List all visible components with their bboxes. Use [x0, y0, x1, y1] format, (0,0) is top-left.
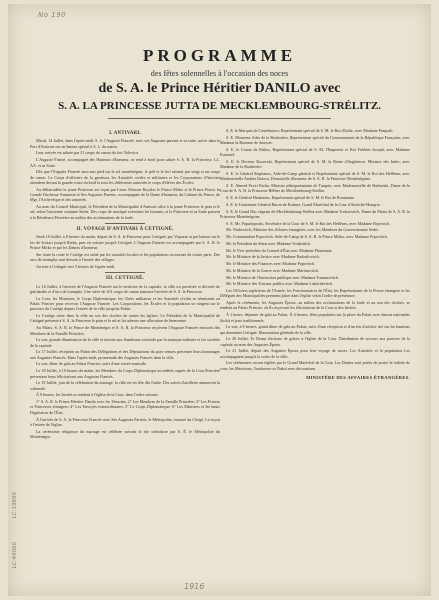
paragraph: S. E. le Lieutenant-Général Baron de Kulmer, Grand Maréchal de la Cour d'Autriche-Hongrie.	[226, 201, 381, 207]
section-heading-antivari: I. ANTIVARI.	[109, 131, 141, 136]
paragraph: Le 18 Juillet, à 10 heures du matin, les Membres du Corps Diplomatique accrédités auprès de la Cour Princière présentent leurs félicitations aux Augustes Fiancés.	[30, 368, 220, 379]
paragraph: Après la cérémonie, les Augustes Époux, au milieu des acclamations de la foule et au son des cloches, se rendent au Palais Princier, où Ils reçoivent les félicitations de la Cour et des Invités.	[220, 300, 410, 311]
paragraph: Mr. le Ministre de la Justice avec Madame Radoulovitch.	[226, 254, 320, 260]
headline-prince: de S. A. le Prince Héritier DANILO avec	[98, 81, 341, 96]
paragraph: S. E. le Marquis de Castelnuovo, Représentant spécial de S. M. le Roi d'Italie, avec Madame Pasquali.	[226, 128, 394, 133]
paragraph: Sur toute la route le Cortège est salué par les autorités locales et les populations accourues de toutes parts. Des arcs de triomphe sont dressés à l'entrée des villages.	[30, 251, 220, 263]
paragraph: Mr. Ninkovitch, Ministre des Affaires étrangères, avec les Membres du Gouvernement Serbe.	[226, 227, 380, 233]
paragraph: Mr. Commandant Popovitch, Aide-de-Camp de S. A. R. le Prince Mirko, avec Madame Popovitch.	[226, 234, 388, 240]
paragraph: La Cour, les Ministres, le Corps Diplomatique, les Chefs militaires et les Autorités civiles se réunissent au Palais Princier pour recevoir l'Auguste Fiancée. Les Corporations, les Écoles et la population se rangent sur le parcours du Cortège depuis l'entrée de la ville jusqu'au Palais.	[30, 295, 220, 312]
paragraph: Le 21 Juillet, départ des Augustes Époux pour leur voyage de noces. Les Autorités et la population Les accompagnent jusqu'à la sortie de la ville.	[220, 348, 410, 359]
section-heading-cettigne: III. CETTIGNÉ.	[106, 276, 144, 282]
paragraph: À l'arrivée de S. A. la Princesse Fiancée avec Ses Augustes Parents, le Métropolite, entouré du Clergé, La reçoit à l'entrée de l'église.	[30, 416, 220, 427]
paragraph: S. E. le Général Stephanos, Aide-de-Camp général et Représentant spécial de S. M. le Roi des Hellènes, avec Mademoiselle Andréa Daïova, Demoiselle d'honneur de S. A. R. la Princesse Monténégrine.	[220, 170, 410, 182]
section-heading-voyage: II. VOYAGE D'ANTIVARI À CETTIGNÉ.	[76, 227, 174, 233]
paragraph: S. E. le Docteur Kosovski, Représentant spécial de S. M. la Reine d'Angleterre, Ministre des Indes, avec Madame de la Boulinière.	[220, 158, 410, 170]
paragraph: Mardi, 14 Juillet, dans l'après midi, S. A. l'Auguste Fiancée, avec ses Augustes parents et sa suite, arrive dans le Port d'Antivari sur un bateau spécial à S. L. du matin.	[30, 138, 220, 149]
paragraph: Mr. le Ministre de la Guerre avec Madame Martinovitch.	[226, 267, 320, 273]
paragraph: Le 17 Juillet, réception au Palais des Délégations et des Députations du pays venues présenter leurs hommages aux Augustes Fiancés. Dans l'après-midi, promenade des Augustes Fiancés dans la ville.	[30, 349, 220, 360]
paragraph: Mr. le Président du Sénat avec Madame Voukotitch.	[226, 240, 312, 246]
paragraph: Le 19 Juillet, jour de la célébration du mariage, la ville est en fête dès l'aube. Des salves d'artillerie annoncent la solennité.	[30, 380, 220, 391]
paragraph: Les Officiers supérieurs de l'Armée, les Fonctionnaires de l'État, les Représentants de la Presse étrangère et les Délégués des Municipalités prennent place dans l'église selon l'ordre de préséance.	[220, 288, 410, 299]
left-column	[30, 128, 220, 441]
paragraph: Au débarcadère la jeune Princesse est reçue par Leurs Altesses Royales le Prince Mirko et le Prince Pierre, la Grande Duchesse Anastasie et Ses Augustes Parents, accompagnés de la Dame d'honneur, du Cabinet du Prince, de Mgr. l'Archevêque et des autorités.	[30, 186, 220, 203]
paragraph: Au Palais, S. A. R. le Prince de Monténégro et S. A. R. la Princesse reçoivent l'Auguste Fiancée entourés des Membres de la Famille Princière.	[30, 325, 220, 336]
paragraph: 1° S. A. R. le Prince Héritier Danilo avec les Témoins; 2° Les Membres de la Famille Princière; 3° Les Princes et Princesses étrangers; 4° Les Envoyés extraordinaires; 5° Le Corps Diplomatique; 6° Les Ministres et les hauts Dignitaires de l'État.	[30, 399, 220, 415]
paragraph: Les cérémonies seront réglées par le Grand Maréchal de la Cour. Les Dames sont priées de porter la toilette de cour; les Messieurs, l'uniforme ou l'habit avec décorations.	[220, 360, 410, 371]
section-divider	[105, 272, 145, 273]
paragraph: Au nom du Conseil Municipal, le Président de la Municipalité d'Antivari offre à la jeune Princesse le pain et le sel, selon l'ancienne coutume Serbe. Des corps de musique exécutent les hymnes, et la Princesse et sa Suite passent à la Résidence Princière au milieu des acclamations de la foule.	[30, 204, 220, 220]
paragraph: À 1 heure, déjeuner de gala au Palais. À 4 heures, fêtes populaires sur la place du Palais avec danses nationales (kolo) et jeux traditionnels.	[220, 312, 410, 323]
paragraph: Le 20 Juillet, Te Deum d'actions de grâces à l'église de la Cour. Distribution de secours aux pauvres de la capitale au nom des Augustes Époux.	[220, 336, 410, 347]
paragraph: S. E. le Général Hankstein, Représentant spécial de S. M. le Roi de Roumanie.	[226, 195, 355, 201]
paragraph: S. E. Monsieur Jules de la Boulinière, Représentant spécial du Gouvernement de la République Française, avec Madame la Baronne de Sauvrat.	[220, 134, 410, 146]
document-page	[8, 4, 431, 596]
paragraph: Mr. le Ministre des Travaux publics avec Madame Lakitchévitch.	[226, 281, 333, 287]
paragraph: Leur arrivée est saluée par 21 coups de canon du fort Volovica.	[36, 150, 140, 156]
paragraph: Mr. le Vice-président du Conseil d'État avec Madame Plamenatz.	[226, 247, 333, 253]
paragraph: Le soir, à 8 heures, grand dîner de gala au Palais, suivi d'une réception et d'un feu d'artifice tiré sur les hauteurs qui dominent Cettigné. Illumination générale de la ville.	[220, 324, 410, 335]
paragraph: S. E. Ahmed Fevzi Pacha, Ministre plénipotentiaire de Turquie, avec Mademoiselle de Harbutski, Dame de la Cour de S. A. R. la Princesse Hélène de Mecklembourg-Strélitz.	[220, 183, 410, 194]
paragraph: L'Auguste Fiancé, accompagné des Hauteurs d'honneur, se rend à bord pour saluer S. A. R. la Princesse, LL. AA. et sa Suite.	[30, 157, 220, 168]
paragraph: Arrivée à Cettigné vers 5 heures de l'après-midi.	[36, 263, 116, 269]
ministry-signature: MINISTÈRE DES AFFAIRES ÉTRANGÈRES.	[305, 375, 410, 381]
paragraph: Le soir, grande illumination de la ville et retraite aux flambeaux exécutée par la musique militaire et les sociétés de la capitale.	[30, 337, 220, 348]
paragraph: La cérémonie religieuse du mariage est célébrée suivant le rite orthodoxe par S. É. le Métropolite du Monténégro.	[30, 428, 220, 439]
catalog-stamp-1: LC-19890	[12, 492, 18, 519]
headline-princess: S. A. LA PRINCESSE JUTTA DE MECKLEMBOURG-STRÉLITZ.	[58, 100, 381, 112]
right-column	[220, 128, 410, 381]
handwritten-reference: No 190	[38, 11, 67, 19]
paragraph: S. E. le Comte de Bülow, Représentant spécial de S. M. l'Empereur et Roi Frédéric-Joseph, avec Madame Kaissnel.	[220, 146, 410, 158]
handwritten-year: 1916	[184, 582, 205, 591]
paragraph: S. E. Mr. Papadopoulo, Secrétaire de la Cour de S. M. le Roi des Hellènes, avec Madame Bojovitch.	[226, 220, 391, 226]
paragraph: Dès que l'Auguste Fiancée aura mis pied sur le sol monténégrin, le prêt et le fort saluent par vingt et un coups de canon. Le Corps d'officiers de la garnison, les Autorités civiles et militaires et les Corporations d'Antivari attendent devant la grande route du bord la tous les différentes autorités le corps d'élèves des Écoles.	[30, 169, 220, 185]
paragraph: Le 16 Juillet, à l'arrivée de l'Auguste Fiancée sur le territoire de la capitale, la ville est pavoisée et décorée de guirlandes et d'arcs de triomphe. Une salve de 101 coups de canon annonce l'arrivée de S. A. la Princesse.	[30, 283, 220, 294]
header-divider	[108, 118, 331, 119]
paragraph: Le Cortège entre dans la ville au son des cloches de toutes les églises. Le Président de la Municipalité de Cettigné présente à S. A. la Princesse le pain et le sel et lui adresse une allocution de bienvenue.	[30, 313, 220, 324]
paragraph: À 9 heures, les Invités se rendent à l'église de la Cour, dans l'ordre suivant:	[36, 392, 159, 398]
paragraph: S. E. le Grand Duc régnant de Mecklembourg-Strélitz avec Madame Todorovitch, Dame du Palais de S. A. R. la Princesse Monténégrine.	[220, 208, 410, 219]
paragraph: Mr. le Ministre de l'Instruction publique avec Madame Tomanovitch.	[226, 274, 339, 280]
section-divider	[105, 223, 145, 224]
paragraph: Le soir, dîner de gala au Palais Princier, suivi d'une soirée musicale.	[36, 361, 148, 367]
page-title: PROGRAMME	[142, 46, 297, 65]
page-subtitle: des fêtes solennelles à l'occasion des noces	[150, 69, 289, 78]
paragraph: Jeudi 16 Juillet, à 8 heures du matin, départ de S. A. la Princesse pour Cettigné, par Virpazar et par bateau sur le lac de Scutari jusqu'à Rieka, puis en voiture jusqu'à Cettigné. L'Auguste Fiancée est accompagnée par S. A. R. le Prince Mirko et par les Dames d'honneur.	[30, 234, 220, 251]
catalog-stamp-2: LC-49060	[12, 542, 18, 569]
paragraph: Mr. le Ministre des Finances avec Madame Popovitch.	[226, 261, 316, 267]
